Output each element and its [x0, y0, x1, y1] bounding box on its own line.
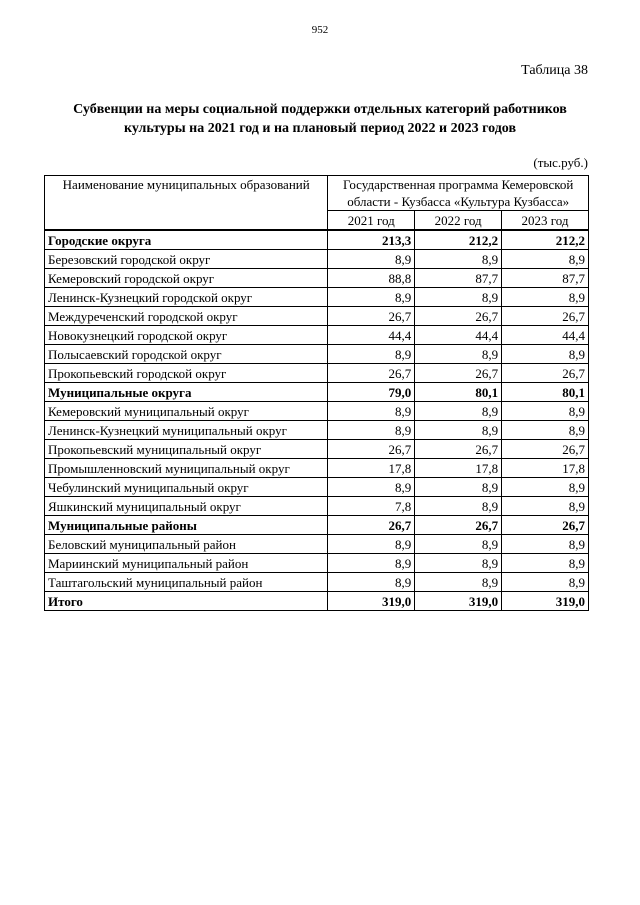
row-name: Яшкинский муниципальный округ: [45, 497, 328, 516]
row-name: Березовский городской округ: [45, 250, 328, 269]
table-row: [45, 250, 589, 269]
table-row: [45, 459, 589, 478]
table-group-row: [45, 383, 589, 402]
row-value-2022: 8,9: [415, 573, 502, 592]
row-value-2022: 26,7: [415, 307, 502, 326]
table-row: [45, 364, 589, 383]
row-value-2021: 88,8: [328, 269, 415, 288]
row-value-2023: 26,7: [502, 516, 589, 535]
row-name: Ленинск-Кузнецкий муниципальный округ: [45, 421, 328, 440]
row-value-2021: 8,9: [328, 402, 415, 421]
header-name: Наименование муниципальных образований: [45, 176, 328, 231]
table-row: [45, 402, 589, 421]
row-value-2023: 8,9: [502, 535, 589, 554]
row-value-2023: 80,1: [502, 383, 589, 402]
row-value-2021: 26,7: [328, 516, 415, 535]
row-value-2021: 26,7: [328, 364, 415, 383]
row-name: Междуреченский городской округ: [45, 307, 328, 326]
row-value-2023: 8,9: [502, 573, 589, 592]
row-value-2023: 319,0: [502, 592, 589, 611]
row-value-2021: 8,9: [328, 478, 415, 497]
row-value-2022: 8,9: [415, 402, 502, 421]
table-label: Таблица 38: [521, 63, 588, 78]
row-name: Городские округа: [45, 230, 328, 250]
row-value-2021: 7,8: [328, 497, 415, 516]
row-name: Ленинск-Кузнецкий городской округ: [45, 288, 328, 307]
row-value-2021: 8,9: [328, 288, 415, 307]
row-value-2023: 44,4: [502, 326, 589, 345]
row-name: Промышленновский муниципальный округ: [45, 459, 328, 478]
row-value-2023: 8,9: [502, 250, 589, 269]
row-name: Полысаевский городской округ: [45, 345, 328, 364]
row-value-2021: 213,3: [328, 230, 415, 250]
row-value-2022: 8,9: [415, 535, 502, 554]
row-value-2022: 17,8: [415, 459, 502, 478]
row-value-2023: 26,7: [502, 364, 589, 383]
page-number: 952: [311, 24, 329, 36]
table-body: [45, 230, 589, 611]
row-name: Прокопьевский городской округ: [45, 364, 328, 383]
title-line-2: культуры на 2021 год и на плановый период 2022 и 2023 годов: [123, 121, 516, 136]
row-value-2023: 26,7: [502, 307, 589, 326]
document-title: [40, 100, 600, 138]
row-value-2021: 17,8: [328, 459, 415, 478]
row-value-2021: 26,7: [328, 307, 415, 326]
row-value-2022: 8,9: [415, 288, 502, 307]
row-value-2021: 79,0: [328, 383, 415, 402]
row-value-2021: 44,4: [328, 326, 415, 345]
header-program: Государственная программа Кемеровской области - Кузбасса «Культура Кузбасса»: [328, 176, 589, 211]
row-value-2022: 8,9: [415, 478, 502, 497]
row-name: Чебулинский муниципальный округ: [45, 478, 328, 497]
row-value-2023: 8,9: [502, 497, 589, 516]
row-name: Муниципальные округа: [45, 383, 328, 402]
row-name: Новокузнецкий городской округ: [45, 326, 328, 345]
row-value-2022: 8,9: [415, 250, 502, 269]
year-2021: 2021 год: [328, 211, 415, 231]
row-value-2023: 17,8: [502, 459, 589, 478]
row-value-2023: 26,7: [502, 440, 589, 459]
table-row: [45, 554, 589, 573]
table-row: [45, 478, 589, 497]
row-name: Беловский муниципальный район: [45, 535, 328, 554]
table-row: [45, 421, 589, 440]
row-value-2022: 26,7: [415, 516, 502, 535]
row-value-2022: 8,9: [415, 345, 502, 364]
table-row: [45, 326, 589, 345]
title-line-1: Субвенции на меры социальной поддержки отдельных категорий работников: [73, 102, 567, 117]
row-name: Кемеровский городской округ: [45, 269, 328, 288]
row-value-2022: 319,0: [415, 592, 502, 611]
row-name: Прокопьевский муниципальный округ: [45, 440, 328, 459]
table-group-row: [45, 592, 589, 611]
row-value-2021: 8,9: [328, 345, 415, 364]
table-row: [45, 535, 589, 554]
row-value-2023: 8,9: [502, 345, 589, 364]
row-value-2021: 8,9: [328, 573, 415, 592]
year-2023: 2023 год: [502, 211, 589, 231]
table-group-row: [45, 230, 589, 250]
row-value-2021: 8,9: [328, 250, 415, 269]
table-row: [45, 573, 589, 592]
year-2022: 2022 год: [415, 211, 502, 231]
row-value-2021: 26,7: [328, 440, 415, 459]
row-name: Мариинский муниципальный район: [45, 554, 328, 573]
table-row: [45, 440, 589, 459]
row-value-2022: 26,7: [415, 440, 502, 459]
row-value-2023: 212,2: [502, 230, 589, 250]
row-name: Муниципальные районы: [45, 516, 328, 535]
row-value-2022: 8,9: [415, 421, 502, 440]
row-name: Таштагольский муниципальный район: [45, 573, 328, 592]
row-value-2023: 8,9: [502, 478, 589, 497]
table-group-row: [45, 516, 589, 535]
row-value-2021: 319,0: [328, 592, 415, 611]
table-row: [45, 345, 589, 364]
table-row: [45, 497, 589, 516]
table-row: [45, 307, 589, 326]
row-value-2023: 87,7: [502, 269, 589, 288]
row-value-2021: 8,9: [328, 421, 415, 440]
subsidy-table: [44, 175, 589, 611]
header-row: [45, 176, 589, 211]
table-row: [45, 288, 589, 307]
row-value-2023: 8,9: [502, 402, 589, 421]
row-value-2022: 44,4: [415, 326, 502, 345]
row-name: Итого: [45, 592, 328, 611]
row-value-2021: 8,9: [328, 554, 415, 573]
row-value-2022: 87,7: [415, 269, 502, 288]
row-value-2022: 26,7: [415, 364, 502, 383]
units-label: (тыс.руб.): [533, 155, 588, 170]
row-name: Кемеровский муниципальный округ: [45, 402, 328, 421]
row-value-2023: 8,9: [502, 421, 589, 440]
row-value-2023: 8,9: [502, 288, 589, 307]
row-value-2022: 212,2: [415, 230, 502, 250]
row-value-2022: 80,1: [415, 383, 502, 402]
row-value-2022: 8,9: [415, 554, 502, 573]
row-value-2022: 8,9: [415, 497, 502, 516]
table-row: [45, 269, 589, 288]
row-value-2023: 8,9: [502, 554, 589, 573]
row-value-2021: 8,9: [328, 535, 415, 554]
